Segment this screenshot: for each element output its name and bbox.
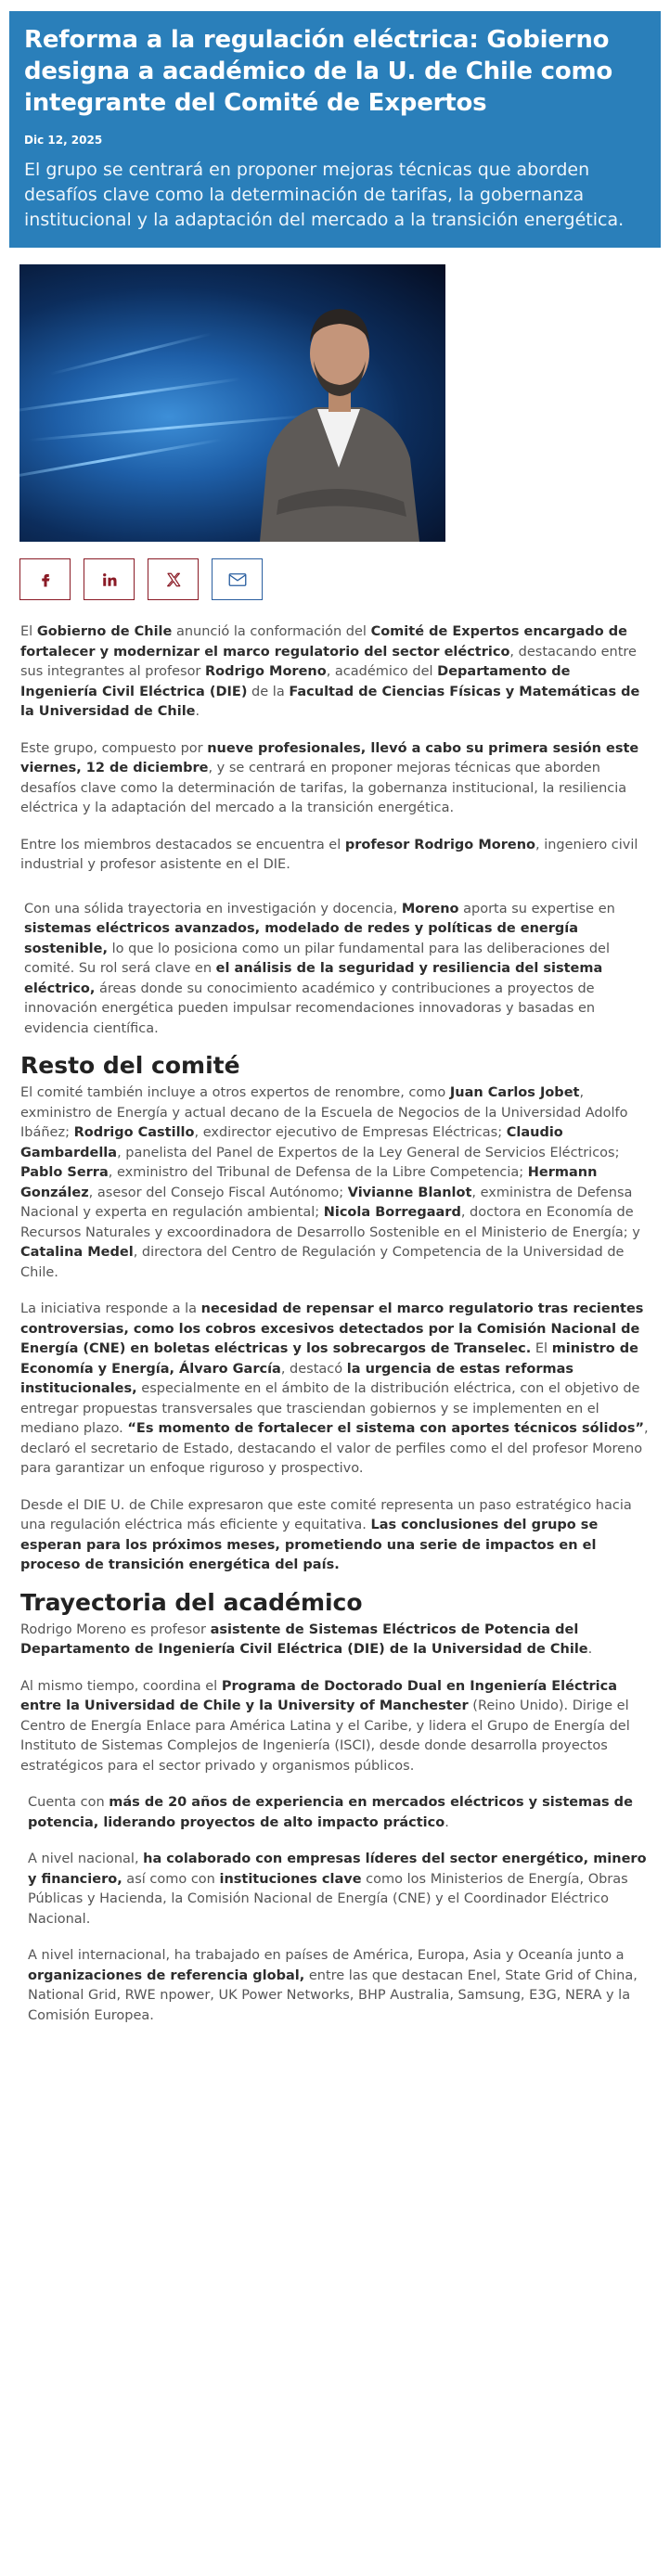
text-run: . [445,1814,449,1830]
article-title: Reforma a la regulación eléctrica: Gobierno designa a académico de la U. de Chile como integrante del Comité de Expertos [24,26,613,117]
share-x-button[interactable] [148,558,199,600]
text-run: Cuenta con [28,1795,110,1810]
text-run: Entre los miembros destacados se encuentra el [20,837,345,852]
article-paragraph [20,1083,650,1283]
article-photo [19,264,445,542]
article-header [9,11,661,248]
person-portrait [251,268,427,542]
text-run: lo que lo posiciona como un pilar fundamental para las deliberaciones del comité. Su rol será clave en [24,941,611,976]
bold-text: el análisis de la seguridad y resiliencia del sistema eléctrico, [24,961,603,996]
text-run: , y se centrará en proponer mejoras técnicas que aborden desafíos clave como la determinación de tarifas, la gobernanza institucional, la resiliencia eléctrica y la adaptación del mercado a la transición energética. [20,761,627,815]
bold-text: Gobierno de Chile [36,624,173,639]
bold-text: Juan Carlos Jobet [449,1085,580,1100]
text-run: El comité también incluye a otros expertos de renombre, como [20,1085,450,1100]
article-paragraph [20,1946,650,2026]
text-run: La iniciativa responde a la [20,1301,201,1316]
article-paragraph [20,622,650,723]
text-run: anunció la conformación del [172,624,371,639]
text-run: de la [247,684,290,699]
text-run: , destacó [280,1361,347,1377]
bold-text: Departamento de Ingeniería Civil Eléctrica (DIE) [20,664,571,699]
text-run: . [587,1642,593,1657]
bold-text: organizaciones de referencia global, [28,1967,305,1983]
bold-text: Catalina Medel [20,1245,134,1260]
bold-text: instituciones clave [219,1871,362,1887]
text-run: , académico del [326,664,438,679]
bold-text: “Es momento de fortalecer el sistema con aportes técnicos sólidos” [127,1421,644,1436]
text-run: El [20,624,37,639]
linkedin-icon [101,571,118,588]
text-run: (Reino Unido). Dirige el Centro de Energía Enlace para América Latina y el Caribe, y lidera el Grupo de Energía del Instituto de Sistemas Complejos de Ingeniería (ISCI), desde donde desarrolla proyectos estratégicos para el sector privado y organismos públicos. [20,1698,630,1774]
text-run: , asesor del Consejo Fiscal Autónomo; [88,1185,348,1200]
text-run: áreas donde su conocimiento académico y contribuciones a proyectos de innovación energética pueden impulsar recomendaciones innovadoras y basadas en evidencia científica. [24,980,596,1036]
article-paragraph [20,1677,650,1777]
text-run: Rodrigo Moreno es profesor [20,1621,211,1637]
text-run: Al mismo tiempo, coordina el [20,1678,222,1694]
article-lede: El grupo se centrará en proponer mejoras técnicas que aborden desafíos clave como la determinación de tarifas, la gobernanza institucional y la adaptación del mercado a la transición energética. [24,160,625,230]
text-run: , ingeniero civil industrial y profesor asistente en el DIE. [20,837,638,872]
bold-text: Claudio Gambardella [20,1125,563,1160]
text-run: aporta su expertise en [458,901,615,916]
facebook-icon [37,571,54,588]
bold-text: Vivianne Blanlot [347,1185,472,1200]
text-run: , declaró el secretario de Estado, destacando el valor de perfiles como el del profesor Moreno para garantizar un enfoque riguroso y prospectivo. [20,1421,649,1476]
article-date: Dic 12, 2025 [24,134,103,147]
article-paragraph [20,1496,650,1576]
article-paragraph [20,900,650,1040]
share-facebook-button[interactable] [19,558,71,600]
bold-text: Las conclusiones del grupo se esperan para los próximos meses, prometiendo una serie de impactos en el proceso de transición energética del país. [20,1518,599,1572]
bold-text: Facultad de Ciencias Físicas y Matemáticas de la Universidad de Chile [20,684,640,719]
text-run: Este grupo, compuesto por [20,740,208,756]
article-paragraph [20,1850,650,1929]
mail-icon [228,572,247,587]
text-run: , exministro de Energía y actual decano de la Escuela de Negocios de la Universidad Adolfo Ibáñez; [20,1085,628,1140]
share-linkedin-button[interactable] [84,558,135,600]
text-run: , exdirector ejecutivo de Empresas Eléctricas; [194,1125,507,1140]
bold-text: ministro de Economía y Energía, Álvaro García [20,1341,639,1377]
text-run: entre las que destacan Enel, State Grid of China, National Grid, RWE npower, UK Power Networks, BHP Australia, Samsung, E3G, NERA y la Comisión Europea. [28,1967,638,2023]
bold-text: Programa de Doctorado Dual en Ingeniería Eléctrica entre la Universidad de Chile y la University of Manchester [20,1678,618,1713]
text-run: especialmente en el ámbito de la distribución eléctrica, con el objetivo de entregar propuestas transversales que trasciendan gobiernos y se implementen en el mediano plazo. [20,1381,640,1436]
text-run: A nivel nacional, [28,1852,144,1866]
text-run: El [531,1341,552,1356]
share-mail-button[interactable] [212,558,263,600]
text-run: A nivel internacional, ha trabajado en países de América, Europa, Asia y Oceanía junto a [28,1948,625,1963]
section-heading: Resto del comité [20,1052,240,1079]
text-run: . [195,704,200,719]
bold-text: más de 20 años de experiencia en mercados eléctricos y sistemas de potencia, liderando proyectos de alto impacto práctico [28,1795,633,1830]
bold-text: nueve profesionales, llevó a cabo su primera sesión este viernes, 12 de diciembre [20,740,639,775]
bold-text: Comité de Expertos encargado de fortalecer y modernizar el marco regulatorio del sector eléctrico [20,624,627,660]
bold-text: Nicola Borregaard [323,1205,461,1220]
article-paragraph [20,739,650,819]
x-icon [165,571,182,588]
bold-text: Pablo Serra [20,1165,109,1180]
text-run: , directora del Centro de Regulación y Competencia de la Universidad de Chile. [20,1245,625,1280]
bold-text: asistente de Sistemas Eléctricos de Potencia del Departamento de Ingeniería Civil Eléctrica (DIE) de la Universidad de Chile [20,1621,588,1657]
text-run: , doctora en Economía de Recursos Naturales y excoordinadora de Desarrollo Sostenible en el Ministerio de Energía; y [20,1205,640,1240]
text-run: , exministra de Defensa Nacional y experta en regulación ambiental; [20,1185,633,1220]
article-paragraph [20,1621,650,1660]
text-run: , exministro del Tribunal de Defensa de la Libre Competencia; [108,1165,528,1180]
text-run: Con una sólida trayectoria en investigación y docencia, [24,901,402,916]
text-run: así como con [122,1871,220,1887]
bold-text: necesidad de repensar el marco regulatorio tras recientes controversias, como los cobros excesivos detectados por la Comisión Nacional de Energía (CNE) en boletas eléctricas y los sobrecargos de Transelec. [20,1301,644,1356]
article-body [0,622,670,2026]
text-run: , destacando entre sus integrantes al profesor [20,644,637,679]
bold-text: Moreno [401,901,459,916]
bold-text: Hermann González [20,1165,598,1200]
text-run: , panelista del Panel de Expertos de la Ley General de Servicios Eléctricos; [117,1145,620,1160]
article-paragraph [20,836,650,876]
article-paragraph [20,1793,650,1833]
section-heading: Trayectoria del académico [20,1588,363,1616]
bold-text: la urgencia de estas reformas institucionales, [20,1361,574,1396]
bold-text: ha colaborado con empresas líderes del sector energético, minero y financiero, [28,1852,647,1887]
bold-text: Rodrigo Moreno [205,664,327,679]
bold-text: profesor Rodrigo Moreno [344,837,535,852]
text-run: Desde el DIE U. de Chile expresaron que este comité representa un paso estratégico hacia una regulación eléctrica más eficiente y equitativa. [20,1497,632,1532]
share-bar [19,558,670,600]
article-paragraph [20,1300,650,1480]
bold-text: Rodrigo Castillo [73,1125,195,1140]
bold-text: sistemas eléctricos avanzados, modelado de redes y políticas de energía sostenible, [24,921,579,956]
text-run: como los Ministerios de Energía, Obras Públicas y Hacienda, la Comisión Nacional de Energía (CNE) y el Coordinador Eléctrico Nacional. [28,1871,628,1927]
